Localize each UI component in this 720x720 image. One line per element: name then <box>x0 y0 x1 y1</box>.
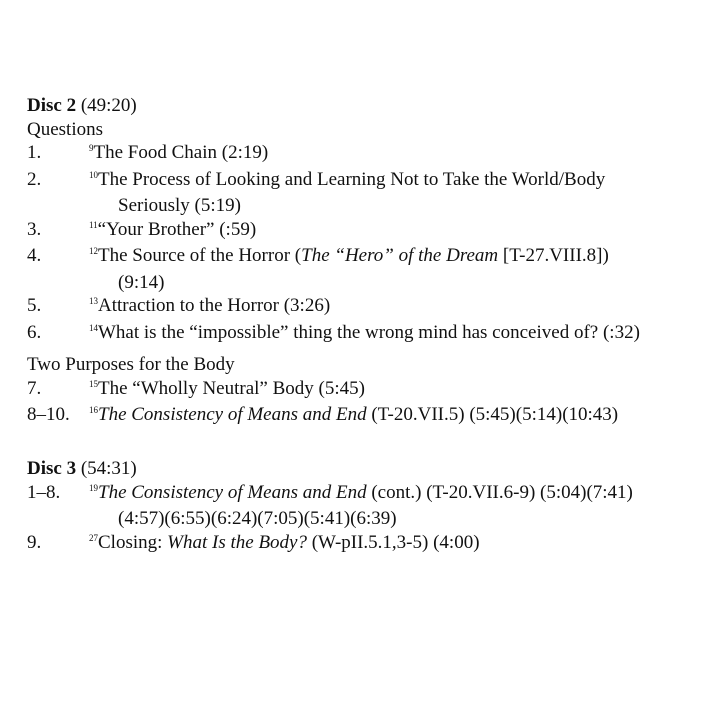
list-item <box>27 377 717 404</box>
disc-3-duration: (54:31) <box>80 458 137 479</box>
track-number: 10 <box>89 169 98 180</box>
item-number: 8–10. <box>27 404 70 425</box>
item-number: 1. <box>27 142 42 163</box>
track-number: 13 <box>89 296 98 306</box>
item-text: The “Wholly Neutral” Body (5:45) <box>98 377 365 399</box>
italic-title: The “Hero” of the Dream <box>301 245 499 266</box>
list-item <box>27 321 717 348</box>
item-text: Attraction to the Horror (3:26) <box>98 295 331 316</box>
disc-2-duration: (49:20) <box>80 95 137 116</box>
item-text: The Food Chain (2:19) <box>93 142 269 163</box>
track-number: 9 <box>89 143 94 153</box>
track-number: 15 <box>89 378 98 389</box>
list-item <box>27 531 717 558</box>
list-item <box>27 294 717 321</box>
item-text: The Source of the Horror ( <box>98 245 302 266</box>
disc-2-title <box>27 94 717 118</box>
list-item <box>27 244 717 271</box>
questions-heading: Questions <box>27 118 103 140</box>
item-text-post: [T-27.VIII.8]) <box>498 245 609 266</box>
track-number: 12 <box>89 246 98 256</box>
list-item <box>27 168 717 195</box>
item-continuation: (4:57)(6:55)(6:24)(7:05)(5:41)(6:39) <box>118 508 397 529</box>
disc-2-section <box>27 94 717 430</box>
item-number: 3. <box>27 218 42 240</box>
list-item <box>27 141 717 168</box>
italic-title: The Consistency of Means and End <box>98 404 367 425</box>
item-continuation: Seriously (5:19) <box>118 195 241 216</box>
item-number: 4. <box>27 245 42 266</box>
item-text: The Process of Looking and Learning Not to Take the World/Body <box>98 168 606 190</box>
item-number: 1–8. <box>27 481 61 503</box>
disc-3-label: Disc 3 <box>27 458 77 479</box>
disc-3-title <box>27 457 717 481</box>
item-text: “Your Brother” (:59) <box>97 218 257 240</box>
list-item <box>27 218 717 245</box>
disc-2-label: Disc 2 <box>27 95 77 116</box>
track-number: 16 <box>89 405 98 415</box>
list-item <box>27 403 717 430</box>
item-text-post: (W-pII.5.1,3-5) (4:00) <box>306 531 480 553</box>
item-number: 2. <box>27 168 42 190</box>
item-text-post: (cont.) (T-20.VII.6-9) (5:04)(7:41) <box>366 481 633 503</box>
track-number: 19 <box>89 482 98 493</box>
item-number: 5. <box>27 295 42 316</box>
list-item <box>27 481 717 508</box>
item-text: Closing: <box>98 531 168 553</box>
italic-title: What Is the Body? <box>167 531 307 553</box>
track-number: 27 <box>89 532 98 543</box>
item-number: 6. <box>27 321 42 343</box>
track-number: 14 <box>89 322 98 333</box>
italic-title: The Consistency of Means and End <box>98 481 367 503</box>
disc-3-section <box>27 457 717 557</box>
item-continuation: (9:14) <box>118 271 165 293</box>
item-number: 9. <box>27 531 42 553</box>
item-text-post: (T-20.VII.5) (5:45)(5:14)(10:43) <box>366 404 619 425</box>
item-text: What is the “impossible” thing the wrong mind has conceived of? (:32) <box>98 321 640 343</box>
item-number: 7. <box>27 377 42 399</box>
track-number: 11 <box>89 219 98 230</box>
two-purposes-heading: Two Purposes for the Body <box>27 354 235 375</box>
